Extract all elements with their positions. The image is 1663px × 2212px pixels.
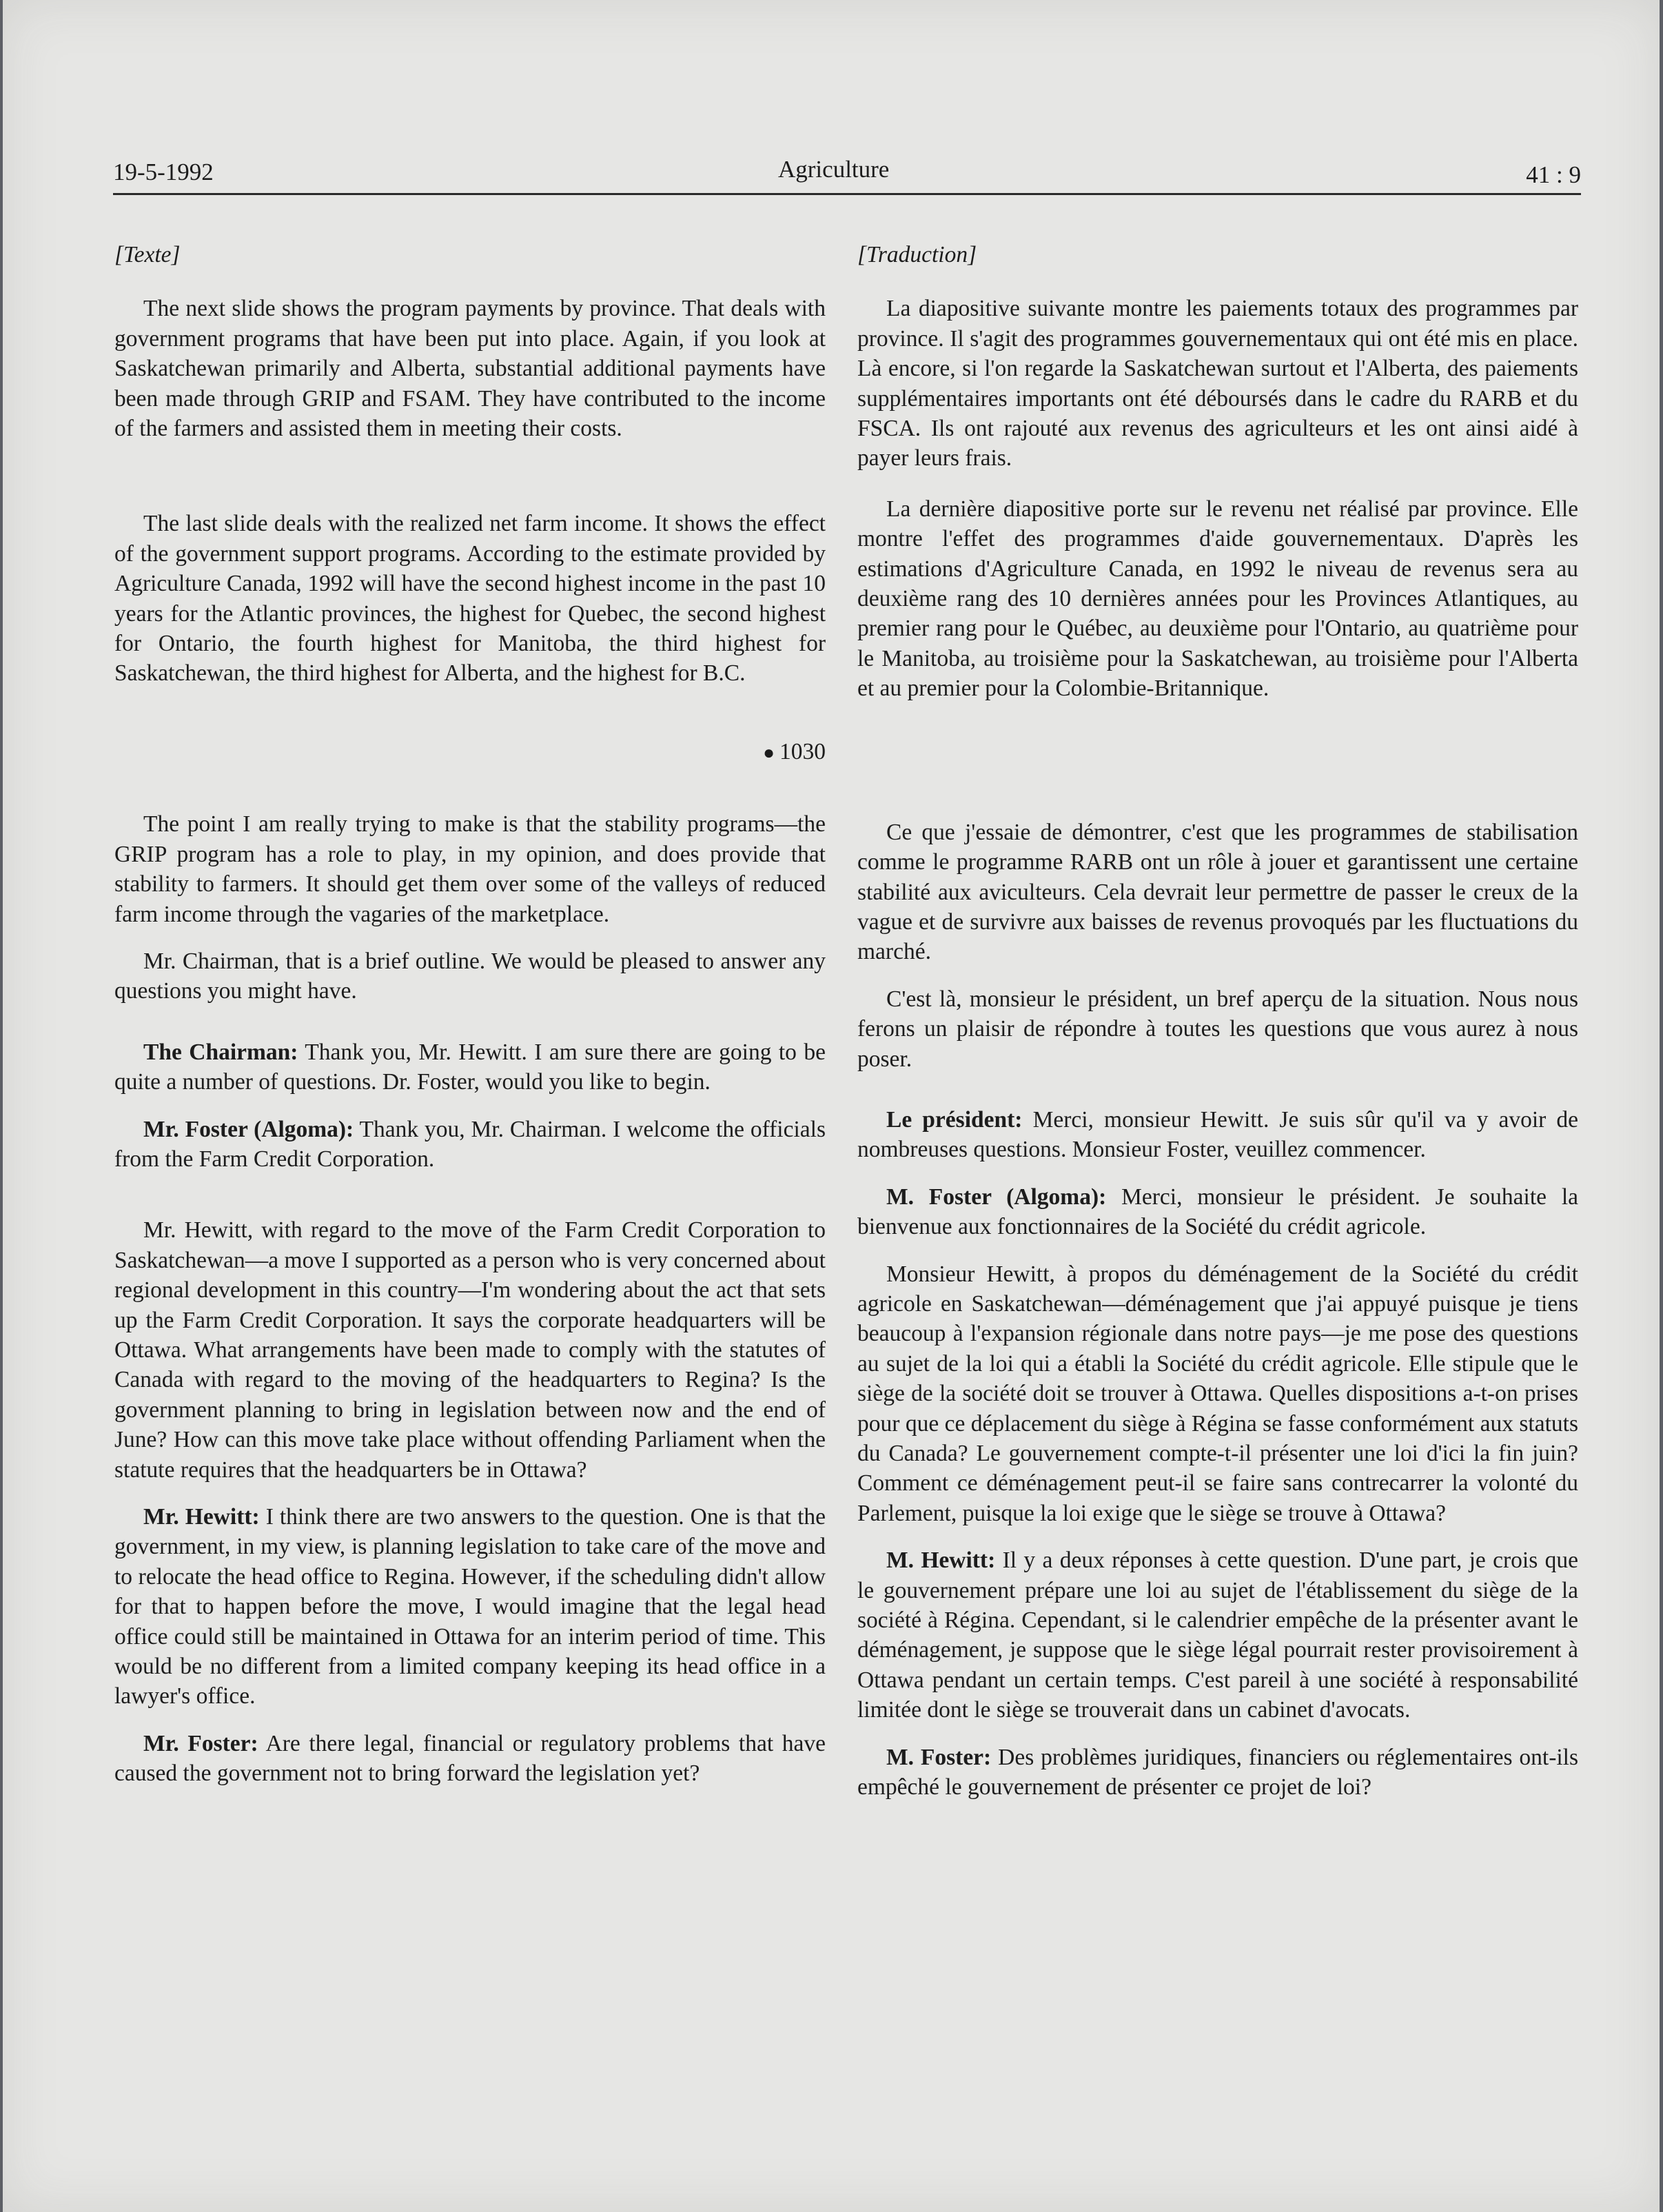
bullet-icon: ● [763, 742, 779, 764]
right-column [857, 234, 1578, 1819]
paragraph [114, 809, 826, 929]
paragraph [857, 1259, 1578, 1529]
speaker-name: Le président: [886, 1106, 1023, 1133]
paragraph [114, 1729, 826, 1789]
paragraph-text: Il y a deux réponses à cette question. D'une part, je crois que le gouvernement prépare une loi au sujet de l'établissement du siège de la société à Régina. Cependant, si le calendrier empêche de la présenter avant le déménagement, je suppose que le siège légal pourrait rester provisoirement à Ottawa pendant un certain temps. C'est pareil à une société à responsabilité limitée dont le siège se trouverait dans un cabinet d'avocats. [857, 1548, 1579, 1723]
paragraph-text: Merci, monsieur le président. Je souhaite la bienvenue aux fonctionnaires de la Société du crédit agricole. [857, 1184, 1579, 1240]
paragraph-text: The last slide deals with the realized net farm income. It shows the effect of the government support programs. According to the estimate provided by Agriculture Canada, 1992 will have the second highest income in the past 10 years for the Atlantic provinces, the highest for Quebec, the second highest for Ontario, the fourth highest for Manitoba, the third highest for Saskatchewan, the third highest for Alberta, and the highest for B.C. [114, 511, 826, 687]
paragraph [114, 1502, 826, 1712]
paragraph [114, 1037, 826, 1097]
column-tag: [Traduction] [857, 242, 977, 267]
paragraph-text: Thank you, Mr. Hewitt. I am sure there are going to be quite a number of questions. Dr. Foster, would you like to begin. [114, 1039, 826, 1095]
paragraph-text: I think there are two answers to the question. One is that the government, in my view, is planning legislation to take care of the move and to relocate the head office to Regina. However, if the scheduling didn't allow for that to happen before the move, I would imagine that the legal head office could still be maintained in Ottawa for an interim period of time. This would be no different from a limited company keeping its head office in a lawyer's office. [114, 1504, 826, 1709]
header-date: 19-5-1992 [113, 159, 214, 185]
paragraph [857, 984, 1578, 1074]
time-marker-text: 1030 [779, 738, 826, 764]
column-spacer [857, 721, 1578, 818]
paragraph-text: La diapositive suivante montre les paiements totaux des programmes par province. Il s'agit des programmes gouvernementaux qui ont été mis en place. Là encore, si l'on regarde la Saskatchewan surtout et l'Alberta, des paiements supplémentaires importants ont été déboursés dans le cadre du RARB et du FSCA. Ils ont rajouté aux revenus des agriculteurs et les ont ainsi aidé à payer leurs frais. [857, 296, 1578, 471]
paragraph [857, 1182, 1578, 1242]
speaker-name: M. Hewitt: [886, 1548, 996, 1574]
paragraph-text: C'est là, monsieur le président, un bref aperçu de la situation. Nous nous ferons un plaisir de répondre à toutes les questions que vous aurez à nous poser. [857, 986, 1578, 1072]
paragraph [114, 509, 826, 688]
document-page [3, 0, 1660, 2212]
paragraph-text: Monsieur Hewitt, à propos du déménagement de la Société du crédit agricole en Saskatchewan—déménagement que j'ai appuyé puisque je tiens beaucoup à l'expansion régionale dans notre pays—je me pose des questions au sujet de la loi qui a établi la Société du crédit agricole. Elle stipule que le siège de la société doit se trouver à Ottawa. Quelles dispositions a-t-on prises pour que ce déplacement du siège à Régina se fasse conformément aux statuts du Canada? Le gouvernement compte-t-il présenter une loi d'ici la fin juin? Comment ce déménagement peut-il se faire sans contrecarrer la volonté du Parlement, puisque la loi exige que le siège se trouve à Ottawa? [857, 1261, 1578, 1526]
paragraph-text: The point I am really trying to make is that the stability programs—the GRIP program has a role to play, in my opinion, and does provide that stability to farmers. It should get them over some of the valleys of reduced farm income through the vagaries of the marketplace. [114, 811, 826, 927]
paragraph-text: Are there legal, financial or regulatory problems that have caused the government not to bring forward the legislation yet? [114, 1730, 826, 1787]
paragraph [857, 494, 1578, 704]
paragraph [114, 1115, 826, 1175]
left-column [114, 234, 826, 1806]
paragraph [857, 1105, 1578, 1165]
speaker-name: Mr. Hewitt: [143, 1504, 260, 1530]
page-header [113, 153, 1581, 195]
paragraph [114, 1215, 826, 1485]
header-page-number: 41 : 9 [1526, 161, 1581, 188]
time-marker [114, 737, 826, 768]
paragraph-text: The next slide shows the program payments by province. That deals with government programs that have been put into place. Again, if you look at Saskatchewan primarily and Alberta, substantial additional payments have been made through GRIP and FSAM. They have contributed to the income of the farmers and assisted them in meeting their costs. [114, 296, 826, 442]
speaker-name: Mr. Foster (Algoma): [143, 1116, 354, 1142]
paragraph [857, 294, 1578, 473]
speaker-name: M. Foster (Algoma): [886, 1184, 1107, 1210]
speaker-name: The Chairman: [143, 1039, 298, 1065]
speaker-name: Mr. Foster: [143, 1730, 258, 1756]
header-section-title: Agriculture [778, 156, 890, 183]
column-tag: [Texte] [114, 242, 181, 267]
paragraph-text: Mr. Chairman, that is a brief outline. We would be pleased to answer any questions you might have. [114, 948, 826, 1004]
paragraph-text: Merci, monsieur Hewitt. Je suis sûr qu'il va y avoir de nombreuses questions. Monsieur Foster, veuillez commencer. [857, 1106, 1579, 1163]
paragraph [857, 1545, 1578, 1725]
paragraph-text: La dernière diapositive porte sur le revenu net réalisé par province. Elle montre l'effet des programmes d'aide gouvernementaux. D'après les estimations d'Agriculture Canada, en 1992 le niveau de revenus sera au deuxième rang des 10 dernières années pour les Provinces Atlantiques, au premier rang pour le Québec, au deuxième pour l'Ontario, au quatrième pour le Manitoba, au troisième pour la Saskatchewan, au troisième pour l'Alberta et au premier pour la Colombie-Britannique. [857, 496, 1578, 702]
paragraph-text: Ce que j'essaie de démontrer, c'est que les programmes de stabilisation comme le programme RARB ont un rôle à jouer et garantissent une certaine stabilité aux aviculteurs. Cela devrait leur permettre de passer le creux de la vague et de survivre aux baisses de revenus provoqués par les fluctuations du marché. [857, 819, 1578, 965]
paragraph-text: Thank you, Mr. Chairman. I welcome the officials from the Farm Credit Corporation. [114, 1116, 826, 1172]
paragraph [857, 1743, 1578, 1803]
speaker-name: M. Foster: [886, 1744, 992, 1770]
paragraph [114, 294, 826, 443]
paragraph [114, 946, 826, 1006]
paragraph-text: Mr. Hewitt, with regard to the move of the Farm Credit Corporation to Saskatchewan—a move I supported as a person who is very concerned about regional development in this country—I'm wondering about the act that sets up the Farm Credit Corporation. It says the corporate headquarters will be Ottawa. What arrangements have been made to comply with the statutes of Canada with regard to the moving of the headquarters to Regina? Is the government planning to bring in legislation between now and the end of June? How can this move take place without offending Parliament when the statute requires that the headquarters be in Ottawa? [114, 1217, 826, 1483]
paragraph [857, 818, 1578, 967]
paragraph-text: Des problèmes juridiques, financiers ou réglementaires ont-ils empêché le gouvernement de présenter ce projet de loi? [857, 1744, 1579, 1800]
